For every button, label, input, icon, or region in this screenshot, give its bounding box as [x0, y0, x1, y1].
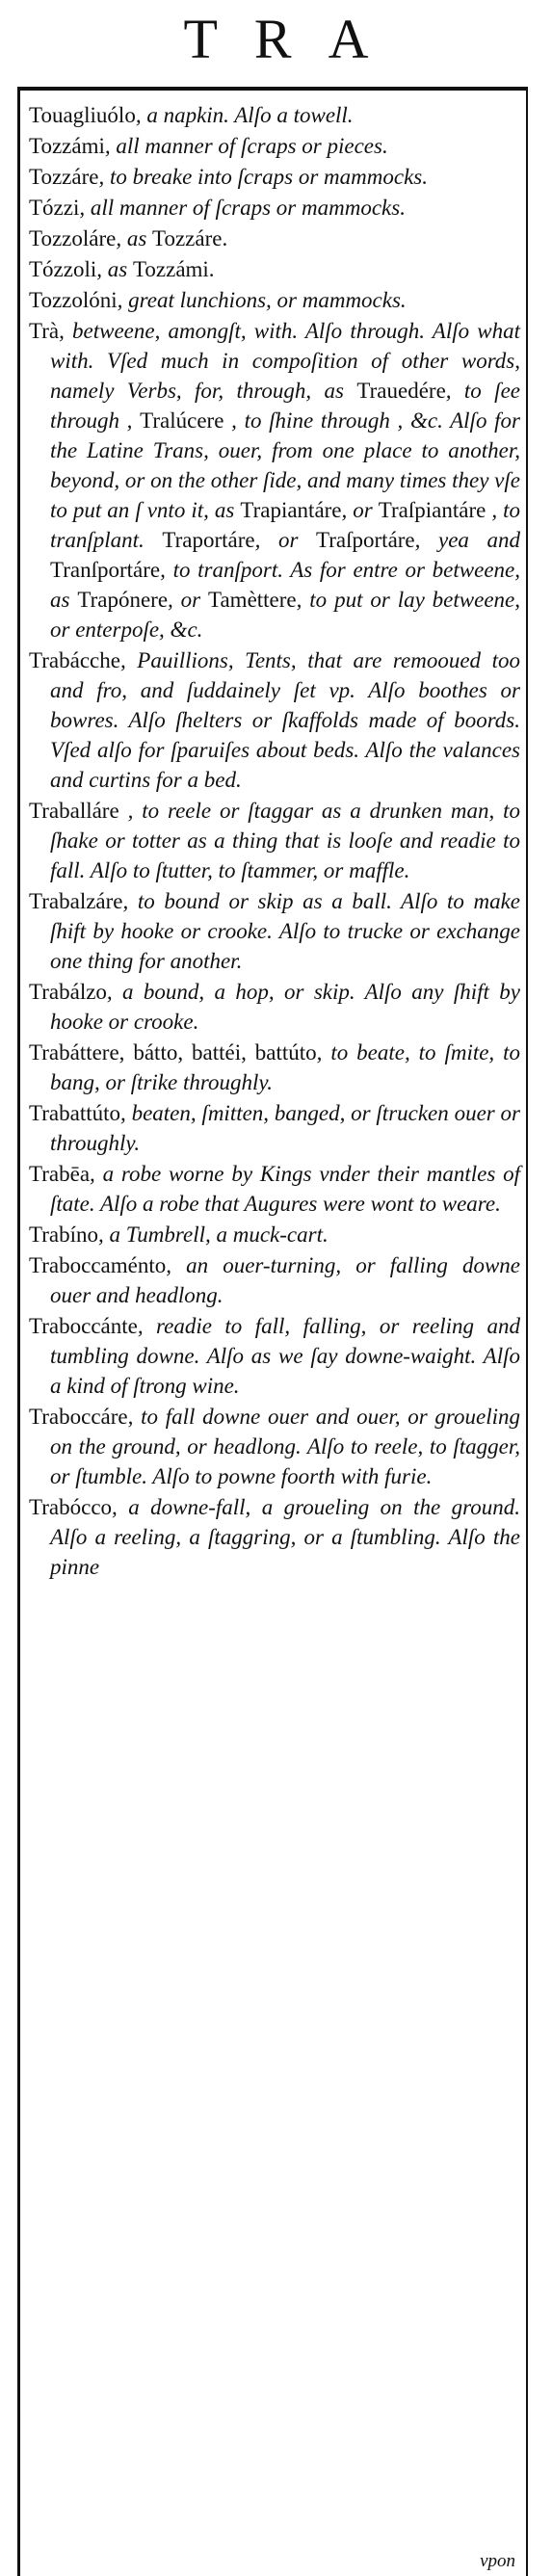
entry-headword: Trabácche: [29, 648, 120, 672]
dictionary-entry: [29, 1492, 520, 1582]
entry-headword: Tózzi: [29, 196, 80, 220]
entry-definition: , as: [116, 226, 153, 250]
entry-definition: , to reele or ſtaggar as a drunken man, to ſhake or totter as a thing that is looſe and readie to fall. Alſo to ſtutter, to ſtammer, or maffle.: [50, 799, 520, 882]
entry-headword: Tozzámi.: [132, 257, 215, 281]
entry-definition: , to breake into ſcraps or mammocks.: [98, 165, 428, 189]
entry-headword: Tozzáre.: [152, 226, 228, 250]
entry-headword: Traſportáre: [316, 528, 415, 552]
entry-definition: , to put or lay betweene, or enterpoſe, &c.: [50, 588, 520, 642]
column-rule-left: [17, 87, 20, 2576]
entry-definition: , to tranſplant.: [50, 498, 521, 552]
entry-headword: Trapónere: [77, 588, 169, 612]
entry-headword: Trapiantáre: [240, 498, 342, 522]
entry-headword: Trà: [29, 319, 60, 343]
entry-definition: , a Tumbrell, a muck-cart.: [98, 1222, 329, 1247]
entry-definition: , to ſee through ,: [50, 379, 520, 433]
dictionary-entry: [29, 254, 520, 284]
entry-headword: Trabíno: [29, 1222, 98, 1247]
dictionary-entry: [29, 645, 520, 795]
dictionary-entry: [29, 1402, 520, 1491]
entry-headword: Trabócco: [29, 1495, 113, 1519]
entry-definition: , beaten, ſmitten, banged, or ſtrucken ouer or throughly.: [50, 1101, 520, 1155]
entry-headword: Touagliuólo: [29, 103, 136, 127]
entry-definition: , betweene, amongſt, with. Alſo through. Alſo what with. Vſed much in compoſition of other words, namely Verbs, for, through, as: [50, 319, 520, 403]
entry-definition: , yea and: [414, 528, 521, 552]
entry-definition: , to ſhine through , &c. Alſo for the Latine Trans, ouer, from one place to another, beyond, or on the other ſide, and many times they vſe to put an ſ vnto it, as: [50, 408, 520, 522]
dictionary-entry: [29, 285, 520, 315]
dictionary-entry: [29, 193, 520, 223]
dictionary-entry: [29, 1098, 520, 1158]
dictionary-entry: [29, 1038, 520, 1097]
dictionary-entry: [29, 886, 520, 976]
entry-definition: , or: [254, 528, 317, 552]
dictionary-entry: [29, 1159, 520, 1219]
entry-headword: Traballáre: [29, 799, 119, 823]
entry-definition: , or: [341, 498, 379, 522]
entry-headword: Tozzáre: [29, 165, 99, 189]
entry-definition: , all manner of ſcraps or pieces.: [104, 134, 388, 158]
entry-definition: , a downe-fall, a groueling on the ground. Alſo a reeling, a ſtaggring, or a ſtumbling. Alſo the pinne: [50, 1495, 520, 1579]
entry-headword: Tralúcere: [140, 408, 224, 433]
entry-headword: Tozzámi: [29, 134, 105, 158]
entry-headword: Trabattúto: [29, 1101, 120, 1125]
entry-definition: , an ouer-turning, or falling downe ouer and headlong.: [50, 1253, 520, 1307]
entry-headword: Trabálzo: [29, 980, 107, 1004]
dictionary-entry: [29, 316, 520, 644]
dictionary-entry: [29, 1250, 520, 1310]
entry-headword: Traboccáre: [29, 1405, 128, 1429]
entry-definition: , as: [96, 257, 133, 281]
entry-definition: , Pauillions, Tents, that are remooued too and fro, and ſuddainely ſet vp. Alſo boothes or bowres. Alſo ſhelters or ſkaffolds made of boords. Vſed alſo for ſparuiſes about beds. Alſo the valances and curtins for a bed.: [50, 648, 520, 792]
entry-definition: , to fall downe ouer and ouer, or groueling on the ground, or headlong. Alſo to reele, to ſtagger, or ſtumble. Alſo to powne foorth with furie.: [50, 1405, 520, 1488]
entry-headword: Tozzolóni: [29, 288, 118, 312]
entry-headword: Traportáre: [162, 528, 255, 552]
entry-definition: , readie to fall, falling, or reeling and tumbling downe. Alſo as we ſay downe-waight. Alſo a kind of ſtrong wine.: [50, 1314, 520, 1398]
entry-definition: , to bound or skip as a ball. Alſo to make ſhift by hooke or crooke. Alſo to trucke or exchange one thing for another.: [50, 889, 520, 973]
entry-definition: , all manner of ſcraps or mammocks.: [79, 196, 406, 220]
dictionary-entry: [29, 1220, 520, 1249]
dictionary-entry: [29, 223, 520, 253]
entry-headword: Tózzoli: [29, 257, 97, 281]
entry-headword: Trabáttere, bátto, battéi, battúto: [29, 1040, 317, 1065]
dictionary-entry: [29, 1311, 520, 1401]
entry-definition: , to beate, to ſmite, to bang, or ſtrike throughly.: [50, 1040, 520, 1094]
column-rule-right: [526, 87, 528, 2576]
entry-definition: , a bound, a hop, or skip. Alſo any ſhift by hooke or crooke.: [50, 980, 520, 1034]
entry-definition: , to tranſport. As for entre or betweene, as: [50, 558, 520, 612]
entry-headword: Tamèttere: [208, 588, 297, 612]
entry-definition: , a napkin. Alſo a towell.: [135, 103, 354, 127]
entry-headword: Trabēa: [29, 1162, 91, 1186]
entry-headword: Trauedére: [356, 379, 446, 403]
catchword: vpon: [480, 2551, 515, 2571]
entry-definition: , great lunchions, or mammocks.: [117, 288, 407, 312]
entry-definition: , or: [168, 588, 209, 612]
dictionary-entry: [29, 100, 520, 130]
entry-headword: Tranſportáre: [50, 558, 161, 582]
dictionary-entry: [29, 796, 520, 885]
entry-headword: Traboccaménto: [29, 1253, 167, 1277]
entry-headword: Traboccánte: [29, 1314, 138, 1338]
header-rule: [17, 87, 528, 91]
entry-headword: Traſpiantáre: [378, 498, 486, 522]
entry-headword: Trabalzáre: [29, 889, 123, 913]
entry-headword: Tozzoláre: [29, 226, 117, 250]
dictionary-entry: [29, 162, 520, 192]
dictionary-entry: [29, 131, 520, 161]
entry-definition: , a robe worne by Kings vnder their mantles of ſtate. Alſo a robe that Augures were wont to weare.: [50, 1162, 520, 1216]
page-header-title: TRA: [183, 8, 406, 70]
dictionary-entry: [29, 977, 520, 1037]
dictionary-entries: [29, 100, 520, 1583]
